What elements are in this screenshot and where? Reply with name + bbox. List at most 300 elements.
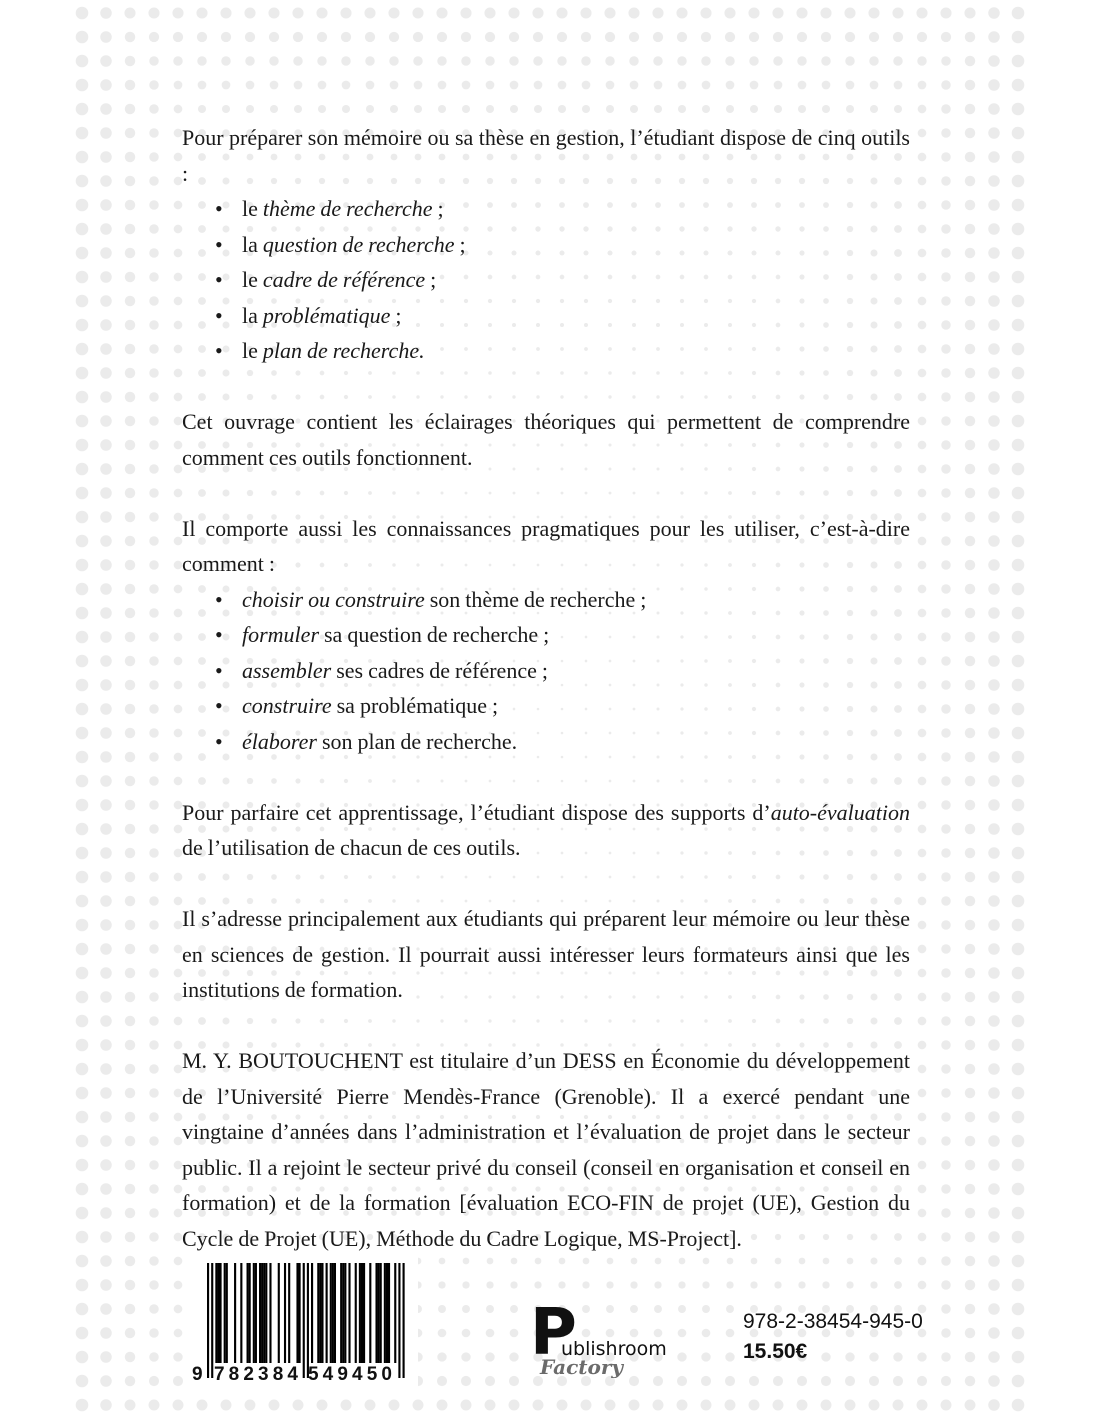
background-dot (941, 224, 951, 234)
background-dot (631, 1258, 638, 1265)
background-dot (918, 825, 927, 834)
barcode-bar (296, 1263, 298, 1363)
background-dot (750, 105, 758, 113)
background-dot (268, 7, 279, 18)
background-dot (340, 7, 351, 18)
tool-item: • le thème de recherche ; (182, 191, 910, 227)
background-dot (870, 105, 878, 113)
background-dot (655, 1258, 662, 1265)
background-dot (630, 105, 638, 113)
background-dot (988, 415, 1000, 427)
background-dot (100, 655, 112, 667)
background-dot (988, 127, 1000, 139)
background-dot (988, 823, 1000, 835)
background-dot (965, 824, 975, 834)
background-dot (125, 1184, 135, 1194)
background-dot (100, 967, 112, 979)
background-dot (269, 32, 279, 42)
background-dot (1012, 823, 1025, 836)
background-dot (941, 1136, 951, 1146)
background-dot (125, 1256, 135, 1266)
background-dot (100, 1327, 112, 1339)
background-dot (438, 1281, 445, 1288)
background-dot (100, 559, 112, 571)
background-dot (173, 1376, 183, 1386)
background-dot (76, 1183, 89, 1196)
background-dot (100, 1399, 112, 1411)
background-dot (918, 225, 927, 234)
background-dot (965, 776, 975, 786)
background-dot (100, 55, 112, 67)
background-dot (125, 1208, 135, 1218)
background-dot (580, 7, 591, 18)
background-dot (702, 81, 711, 90)
background-dot (460, 7, 471, 18)
background-dot (125, 1160, 135, 1170)
background-dot (149, 1328, 159, 1338)
background-dot (149, 248, 159, 258)
background-dot (462, 81, 471, 90)
background-dot (988, 559, 1000, 571)
barcode-bar (253, 1263, 255, 1363)
background-dot (988, 919, 1000, 931)
background-dot (149, 272, 159, 282)
background-dot (629, 56, 638, 65)
background-dot (269, 1400, 280, 1411)
background-dot (988, 775, 1000, 787)
background-dot (773, 1376, 783, 1386)
background-dot (653, 1400, 664, 1411)
background-dot (941, 872, 951, 882)
barcode-guard-bar (211, 1263, 213, 1378)
background-dot (918, 201, 927, 210)
background-dot (918, 921, 927, 930)
background-dot (389, 1400, 400, 1411)
background-dot (988, 967, 1000, 979)
background-dot (149, 392, 159, 402)
background-dot (607, 1258, 614, 1265)
background-dot (941, 512, 951, 522)
background-dot (557, 56, 566, 65)
background-dot (125, 632, 135, 642)
background-dot (100, 79, 112, 91)
background-dot (606, 1281, 613, 1288)
background-dot (222, 81, 231, 90)
background-dot (1012, 895, 1025, 908)
background-dot (918, 1113, 927, 1122)
background-dot (583, 1258, 590, 1265)
background-dot (317, 1400, 328, 1411)
background-dot (941, 992, 951, 1002)
background-dot (581, 56, 590, 65)
background-dot (437, 32, 447, 42)
background-dot (821, 1376, 831, 1386)
background-dot (965, 128, 975, 138)
background-dot (486, 81, 495, 90)
background-dot (125, 32, 135, 42)
barcode-bar (348, 1263, 350, 1363)
background-dot (222, 105, 230, 113)
background-dot (125, 560, 135, 570)
background-dot (918, 561, 927, 570)
background-dot (799, 1258, 806, 1265)
background-dot (676, 7, 687, 18)
bullet-icon: • (215, 622, 223, 647)
background-dot (701, 1352, 710, 1361)
bullet-icon: • (215, 728, 223, 754)
background-dot (100, 1207, 112, 1219)
background-dot (76, 103, 89, 116)
background-dot (149, 104, 159, 114)
background-dot (197, 1400, 208, 1411)
background-dot (677, 32, 687, 42)
background-dot (941, 1016, 951, 1026)
background-dot (941, 824, 951, 834)
background-dot (1012, 1375, 1025, 1388)
background-dot (149, 128, 159, 138)
background-dot (845, 1376, 855, 1386)
background-dot (533, 32, 543, 42)
background-dot (988, 895, 1000, 907)
background-dot (221, 1400, 232, 1411)
background-dot (294, 81, 303, 90)
background-dot (750, 81, 759, 90)
background-dot (100, 31, 112, 43)
background-dot (76, 31, 89, 44)
background-dot (245, 56, 254, 65)
background-dot (149, 1352, 159, 1362)
background-dot (125, 920, 135, 930)
background-dot (76, 463, 89, 476)
background-dot (341, 32, 351, 42)
background-dot (76, 775, 89, 788)
background-dot (894, 105, 902, 113)
background-dot (988, 535, 1000, 547)
action-item: • formuler sa question de recherche ; (182, 617, 910, 653)
background-dot (654, 81, 663, 90)
background-dot (941, 80, 951, 90)
barcode-right-digits: 549450 (308, 1364, 392, 1385)
background-dot (1012, 1135, 1025, 1148)
background-dot (486, 1305, 494, 1313)
background-dot (100, 1015, 112, 1027)
background-dot (244, 7, 255, 18)
background-dot (76, 631, 89, 644)
background-dot (197, 56, 206, 65)
background-dot (149, 488, 159, 498)
background-dot (677, 56, 686, 65)
background-dot (988, 7, 1000, 19)
background-dot (100, 583, 112, 595)
background-dot (389, 32, 399, 42)
background-dot (965, 488, 975, 498)
background-dot (125, 320, 135, 330)
background-dot (941, 128, 951, 138)
background-dot (702, 1329, 711, 1338)
background-dot (365, 32, 375, 42)
background-dot (292, 7, 303, 18)
background-dot (582, 105, 590, 113)
background-dot (100, 1303, 112, 1315)
barcode-bar (388, 1263, 390, 1363)
barcode-guard-bar (207, 1263, 209, 1378)
background-dot (100, 151, 112, 163)
background-dot (941, 488, 951, 498)
background-dot (76, 727, 89, 740)
background-dot (965, 1328, 975, 1338)
background-dot (438, 1329, 447, 1338)
background-dot (125, 464, 135, 474)
background-dot (100, 103, 112, 115)
background-dot (125, 992, 135, 1002)
isbn-number: 978-2-38454-945-0 (743, 1310, 923, 1333)
background-dot (965, 728, 975, 738)
barcode-guard-bar (307, 1263, 309, 1378)
background-dot (125, 512, 135, 522)
background-dot (821, 1400, 832, 1411)
background-dot (988, 871, 1000, 883)
background-dot (125, 968, 135, 978)
background-dot (534, 105, 542, 113)
barcode-bar (359, 1263, 361, 1363)
background-dot (917, 1376, 927, 1386)
background-dot (149, 80, 159, 90)
background-dot (965, 1352, 975, 1362)
background-dot (1012, 367, 1025, 380)
background-dot (988, 1303, 1000, 1315)
background-dot (100, 367, 112, 379)
barcode-bar (355, 1263, 357, 1363)
background-dot (76, 1303, 89, 1316)
background-dot (1012, 175, 1025, 188)
background-dot (988, 799, 1000, 811)
background-dot (174, 1305, 183, 1314)
background-dot (965, 32, 975, 42)
background-dot (845, 1400, 856, 1411)
background-dot (988, 1039, 1000, 1051)
background-dot (965, 1376, 975, 1386)
background-dot (894, 1257, 902, 1265)
barcode-bar (284, 1263, 286, 1363)
background-dot (149, 776, 159, 786)
background-dot (965, 56, 975, 66)
background-dot (76, 79, 89, 92)
background-dot (941, 32, 951, 42)
background-dot (918, 177, 927, 186)
background-dot (965, 1304, 975, 1314)
background-dot (918, 1233, 927, 1242)
background-dot (1012, 1327, 1025, 1340)
background-dot (317, 56, 326, 65)
background-dot (125, 1040, 135, 1050)
background-dot (125, 776, 135, 786)
barcode-bar (317, 1263, 319, 1363)
barcode-bar (259, 1263, 261, 1363)
background-dot (76, 823, 89, 836)
background-dot (965, 200, 975, 210)
background-dot (941, 632, 951, 642)
background-dot (149, 176, 159, 186)
background-dot (149, 680, 159, 690)
background-dot (774, 1281, 781, 1288)
background-dot (918, 681, 927, 690)
background-dot (76, 55, 89, 68)
background-dot (510, 105, 518, 113)
background-dot (100, 751, 112, 763)
background-dot (149, 1160, 159, 1170)
background-dot (630, 1281, 637, 1288)
background-dot (125, 1016, 135, 1026)
background-dot (965, 1136, 975, 1146)
barcode-guard-bar (303, 1263, 305, 1378)
background-dot (439, 1258, 446, 1265)
background-dot (749, 1400, 760, 1411)
background-dot (822, 105, 830, 113)
background-dot (510, 1329, 519, 1338)
tool-item: • le cadre de référence ; (182, 262, 910, 298)
background-dot (100, 271, 112, 283)
background-dot (76, 1351, 89, 1364)
background-dot (988, 1111, 1000, 1123)
background-dot (797, 1400, 808, 1411)
background-dot (76, 1399, 89, 1412)
background-dot (965, 704, 975, 714)
background-dot (149, 200, 159, 210)
background-dot (149, 152, 159, 162)
background-dot (76, 1375, 89, 1388)
background-dot (1012, 295, 1025, 308)
background-dot (510, 1305, 518, 1313)
background-dot (149, 344, 159, 354)
background-dot (1012, 271, 1025, 284)
background-dot (125, 704, 135, 714)
barcode-bar (342, 1263, 344, 1363)
background-dot (965, 680, 975, 690)
background-dot (100, 1231, 112, 1243)
background-dot (941, 464, 951, 474)
background-dot (965, 1040, 975, 1050)
barcode-bar (340, 1263, 342, 1363)
background-dot (437, 1376, 447, 1386)
background-dot (125, 368, 135, 378)
background-dot (988, 487, 1000, 499)
background-dot (318, 81, 327, 90)
background-dot (965, 1112, 975, 1122)
barcode-bar (265, 1263, 267, 1363)
background-dot (941, 752, 951, 762)
background-dot (100, 295, 112, 307)
background-dot (100, 943, 112, 955)
background-dot (270, 81, 279, 90)
publisher-logo (530, 1298, 680, 1378)
background-dot (965, 992, 975, 1002)
background-dot (1012, 1279, 1025, 1292)
bullet-icon: • (215, 231, 223, 257)
background-dot (894, 81, 903, 90)
barcode-guard-bar (403, 1263, 405, 1378)
back-cover-text (182, 120, 910, 1256)
background-dot (100, 463, 112, 475)
background-dot (485, 1376, 495, 1386)
background-dot (149, 656, 159, 666)
background-dot (941, 416, 951, 426)
background-dot (822, 1281, 829, 1288)
barcode-bar (321, 1263, 323, 1363)
isbn-price-block (743, 1307, 923, 1367)
background-dot (76, 175, 89, 188)
background-dot (76, 271, 89, 284)
background-dot (988, 1279, 1000, 1291)
background-dot (702, 1305, 710, 1313)
background-dot (342, 105, 350, 113)
background-dot (941, 704, 951, 714)
background-dot (988, 1231, 1000, 1243)
background-dot (918, 489, 927, 498)
background-dot (149, 56, 159, 66)
background-dot (485, 56, 494, 65)
background-dot (918, 585, 927, 594)
background-dot (174, 1329, 183, 1338)
background-dot (149, 1040, 159, 1050)
background-dot (462, 105, 470, 113)
background-dot (988, 271, 1000, 283)
background-dot (581, 1400, 592, 1411)
background-dot (773, 32, 783, 42)
background-dot (1012, 559, 1025, 572)
background-dot (988, 631, 1000, 643)
background-dot (918, 993, 927, 1002)
background-dot (366, 81, 375, 90)
background-dot (76, 367, 89, 380)
background-dot (869, 32, 879, 42)
background-dot (1012, 751, 1025, 764)
background-dot (390, 105, 398, 113)
background-dot (173, 56, 182, 65)
background-dot (918, 897, 927, 906)
background-dot (988, 655, 1000, 667)
background-dot (918, 273, 927, 282)
background-dot (941, 248, 951, 258)
background-dot (125, 272, 135, 282)
background-dot (965, 272, 975, 282)
background-dot (773, 56, 782, 65)
bullet-icon: • (215, 267, 223, 292)
background-dot (125, 848, 135, 858)
bullet-icon: • (215, 302, 223, 328)
background-dot (461, 56, 470, 65)
background-dot (125, 584, 135, 594)
background-dot (654, 1281, 661, 1288)
background-dot (125, 152, 135, 162)
background-dot (918, 753, 927, 762)
background-dot (965, 608, 975, 618)
background-dot (198, 81, 207, 90)
background-dot (438, 81, 447, 90)
background-dot (941, 896, 951, 906)
background-dot (100, 1183, 112, 1195)
background-dot (198, 105, 206, 113)
background-dot (1012, 1039, 1025, 1052)
background-dot (917, 56, 926, 65)
background-dot (149, 1184, 159, 1194)
background-dot (293, 56, 302, 65)
background-dot (1012, 871, 1025, 884)
background-dot (511, 1258, 518, 1265)
background-dot (988, 391, 1000, 403)
background-dot (76, 919, 89, 932)
background-dot (76, 415, 89, 428)
background-dot (125, 440, 135, 450)
